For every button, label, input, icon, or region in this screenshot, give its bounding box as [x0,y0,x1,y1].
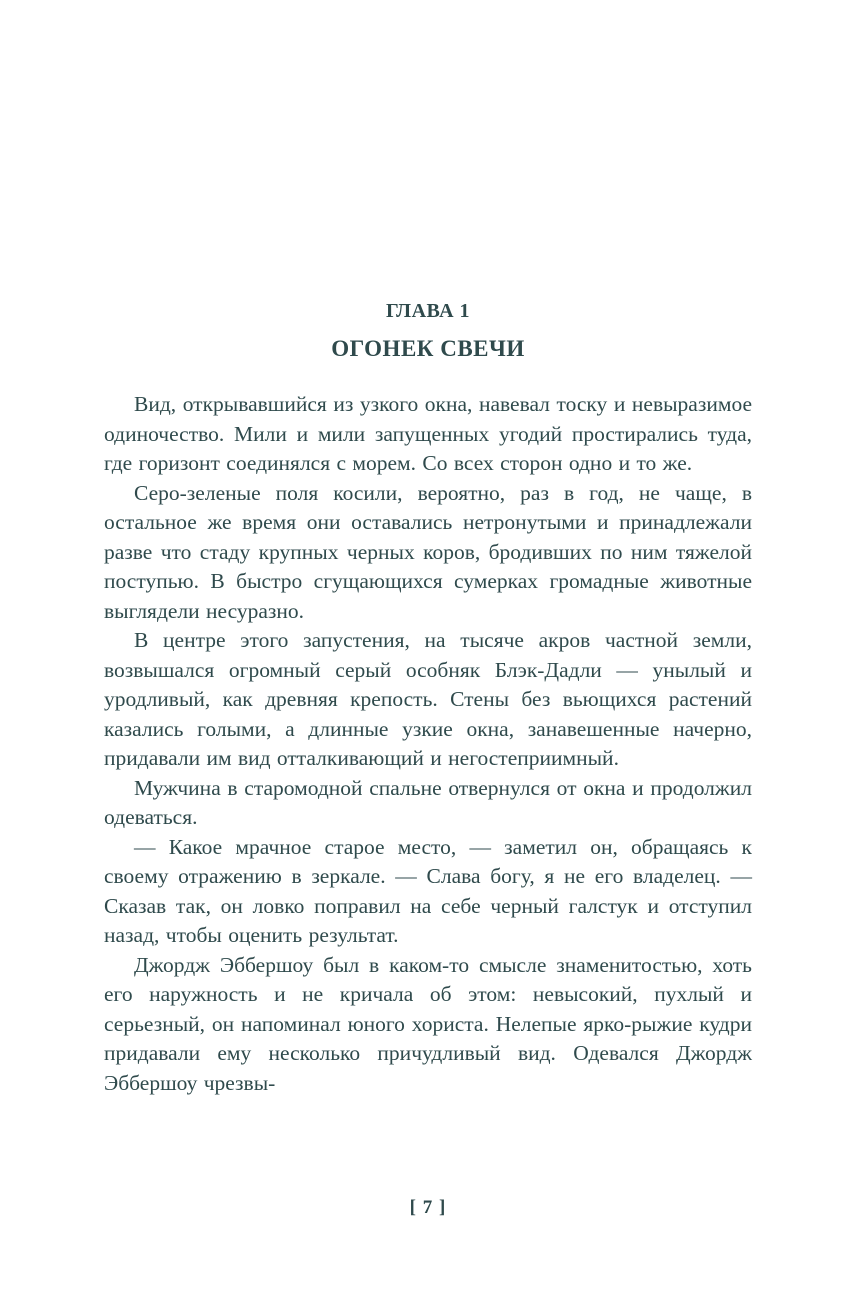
paragraph: — Какое мрачное старое место, — заметил он, обращаясь к своему отражению в зеркале. — Слава богу, я не его владелец. — Сказав так, он ловко поправил на себе черный галстук и отступил назад, чтобы оценить результат. [104,834,752,947]
body-text [104,390,752,1098]
paragraph: Вид, открывавшийся из узкого окна, навевал тоску и невыразимое одиночество. Мили и мили запущенных угодий простирались туда, где горизонт соединялся с морем. Со всех сторон одно и то же. [104,392,752,475]
paragraph: Серо-зеленые поля косили, вероятно, раз в год, не чаще, в остальное же время они оставались нетронутыми и принадлежали разве что стаду крупных черных коров, бродивших по ним тяжелой поступью. В быстро сгущающихся сумерках громадные животные выглядели несуразно. [104,480,752,623]
paragraph: В центре этого запустения, на тысяче акров частной земли, возвышался огромный серый особняк Блэк-Дадли — унылый и уродливый, как древняя крепость. Стены без вьющихся растений казались голыми, а длинные узкие окна, занавешенные начерно, придавали им вид отталкивающий и негостеприимный. [104,628,752,770]
paragraph: Джордж Эббершоу был в каком-то смысле знаменитостью, хоть его наружность и не кричала об этом: невысокий, пухлый и серьезный, он напоминал юного хориста. Нелепые ярко-рыжие кудри придавали ему несколько причудливый вид. Одевался Джордж Эббершоу чрезвы- [104,952,752,1095]
paragraph: Мужчина в старомодной спальне отвернулся от окна и продолжил одеваться. [104,775,752,829]
chapter-title: ОГОНЕК СВЕЧИ [331,336,525,361]
chapter-number: ГЛАВА 1 [385,300,471,322]
page-number: [ 7 ] [409,1197,447,1218]
